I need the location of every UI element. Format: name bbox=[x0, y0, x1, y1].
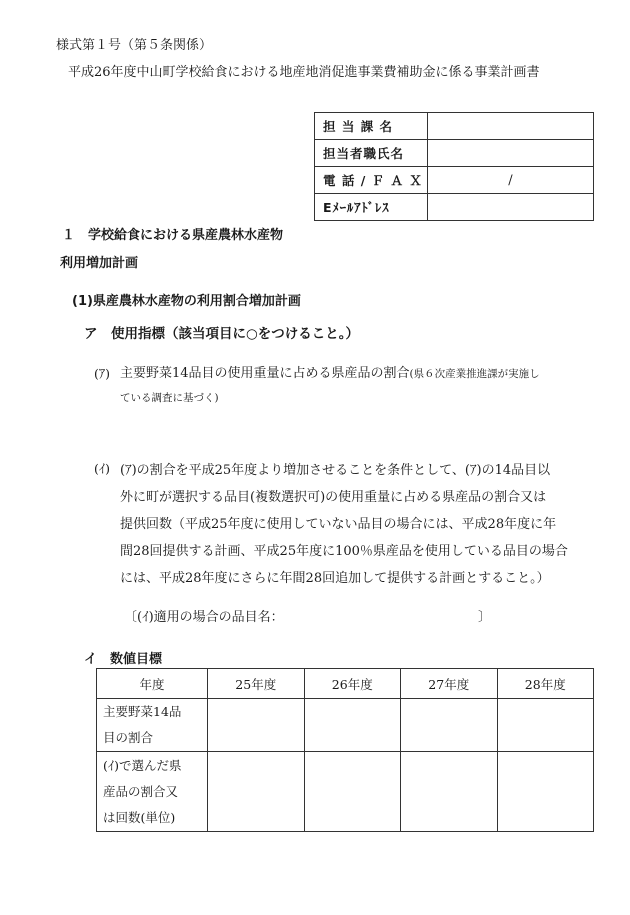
contact-label: 電 話 / Ｆ Ａ Ｘ bbox=[315, 167, 428, 194]
document-title: 平成26年度中山町学校給食における地産地消促進事業費補助金に係る事業計画書 bbox=[68, 65, 540, 80]
contact-row bbox=[315, 140, 594, 167]
table-header: 28年度 bbox=[497, 669, 594, 699]
row-label-line: 産品の割合又 bbox=[103, 783, 179, 799]
option-a-main: 主要野菜14品目の使用重量に占める県産品の割合 bbox=[120, 366, 410, 381]
usage-indicator-heading: ア 使用指標（該当項目に○をつけること。） bbox=[84, 326, 360, 342]
table-cell[interactable] bbox=[497, 699, 594, 752]
applicable-items-close: 〕 bbox=[478, 610, 492, 625]
section1-heading-cont: 利用増加計画 bbox=[60, 256, 139, 271]
row-label-line: (ｲ)で選んだ県 bbox=[103, 757, 182, 773]
option-a-marker: (ｱ) bbox=[94, 366, 111, 381]
subsection-heading: (1)県産農林水産物の利用割合増加計画 bbox=[72, 294, 301, 309]
table-cell[interactable] bbox=[401, 699, 498, 752]
table-cell[interactable] bbox=[497, 752, 594, 832]
contact-label: 担当者職氏名 bbox=[315, 140, 428, 167]
section1-heading: １ 学校給食における県産農林水産物 bbox=[62, 228, 284, 243]
table-cell[interactable] bbox=[208, 752, 305, 832]
table-cell[interactable] bbox=[304, 699, 401, 752]
option-a-note: (県６次産業推進課が実施し bbox=[409, 368, 540, 380]
contact-value-field[interactable] bbox=[428, 113, 594, 140]
option-i-line: 提供回数（平成25年度に使用していない品目の場合には、平成28年度に年 bbox=[120, 517, 557, 532]
row-label bbox=[97, 699, 208, 752]
contact-row bbox=[315, 113, 594, 140]
table-cell[interactable] bbox=[304, 752, 401, 832]
table-row bbox=[97, 752, 594, 832]
option-a-text bbox=[120, 362, 540, 381]
option-i-line: 外に町が選択する品目(複数選択可)の使用重量に占める県産品の割合又は bbox=[120, 490, 547, 505]
contact-table bbox=[314, 112, 594, 221]
table-header: 27年度 bbox=[401, 669, 498, 699]
contact-row bbox=[315, 194, 594, 221]
table-cell[interactable] bbox=[208, 699, 305, 752]
row-label bbox=[97, 752, 208, 832]
option-a-note-cont: ている調査に基づく) bbox=[120, 392, 219, 404]
contact-row bbox=[315, 167, 594, 194]
table-header-row bbox=[97, 669, 594, 699]
table-header: 26年度 bbox=[304, 669, 401, 699]
table-cell[interactable] bbox=[401, 752, 498, 832]
option-i-marker: (ｲ) bbox=[94, 461, 111, 476]
contact-value-field[interactable] bbox=[428, 194, 594, 221]
contact-label: Eﾒｰﾙｱﾄﾞﾚｽ bbox=[315, 194, 428, 221]
option-i-line: 間28回提供する計画、平成25年度に100％県産品を使用している品目の場合 bbox=[120, 544, 568, 559]
option-i-paragraph bbox=[120, 457, 568, 592]
numeric-targets-heading: イ 数値目標 bbox=[84, 652, 163, 667]
table-row bbox=[97, 699, 594, 752]
contact-label: 担 当 課 名 bbox=[315, 113, 428, 140]
contact-value-field[interactable] bbox=[428, 140, 594, 167]
form-label: 様式第１号（第５条関係） bbox=[56, 38, 213, 53]
numeric-targets-table bbox=[96, 668, 594, 832]
row-label-line: 主要野菜14品 bbox=[103, 704, 182, 719]
row-label-line: は回数(単位) bbox=[103, 809, 176, 825]
table-header: 25年度 bbox=[208, 669, 305, 699]
option-i-line: には、平成28年度にさらに年間28回追加して提供する計画とすること。） bbox=[120, 571, 550, 586]
applicable-items-label: 〔(ｲ)適用の場合の品目名： bbox=[124, 610, 284, 625]
contact-value-field[interactable]: / bbox=[428, 167, 594, 194]
applicable-items-field[interactable] bbox=[290, 606, 470, 622]
row-label-line: 目の割合 bbox=[103, 730, 154, 745]
table-header: 年度 bbox=[97, 669, 208, 699]
option-i-line: (ｱ)の割合を平成25年度より増加させることを条件として、(ｱ)の14品目以 bbox=[120, 463, 551, 478]
